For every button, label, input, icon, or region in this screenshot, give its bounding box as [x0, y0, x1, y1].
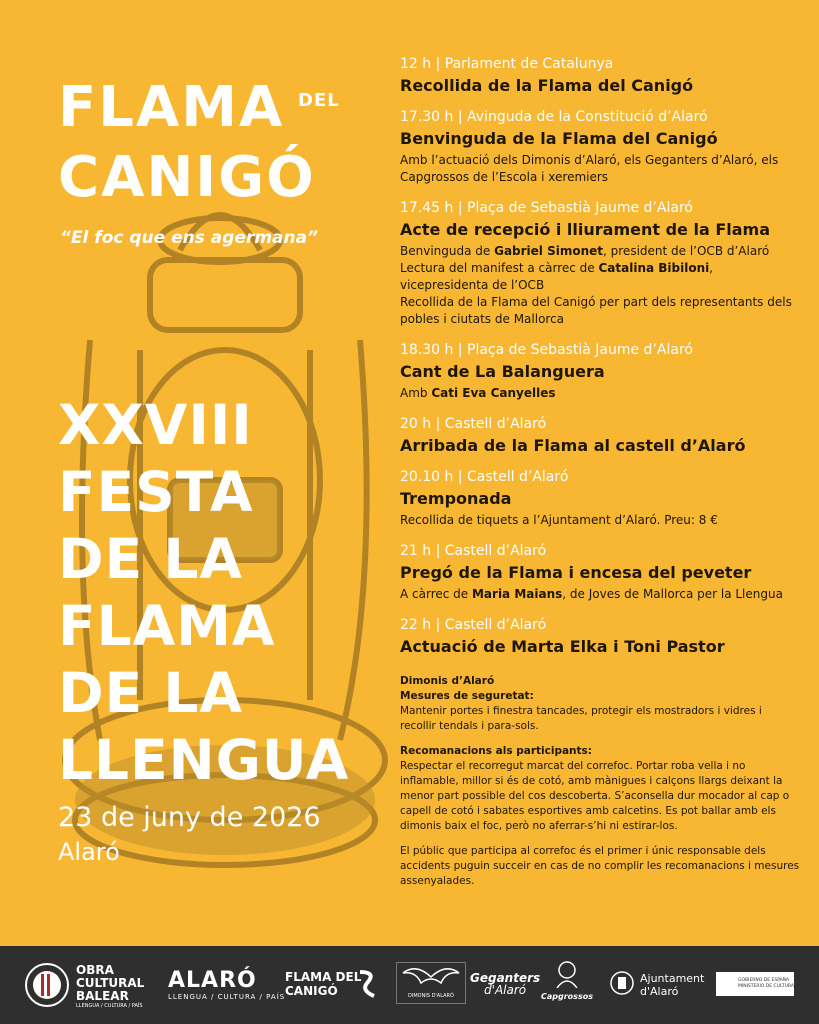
- festa-line: DE LA: [58, 661, 243, 725]
- program-title: Arribada de la Flama al castell d’Alaró: [400, 436, 746, 455]
- security-heading: Mesures de seguretat:: [400, 690, 534, 702]
- alaro-logo: ALARÓ LLENGUA / CULTURA / PAÍS: [168, 968, 286, 1001]
- dimonis-logo: DIMONIS D'ALARÓ: [396, 962, 466, 1004]
- program-item: [400, 200, 800, 328]
- advice-heading: Recomanacions als participants:: [400, 745, 593, 757]
- canigo-title: CANIGÓ: [58, 145, 316, 210]
- alaro-shield-icon: [610, 968, 634, 998]
- capgrossos-figure-icon: [552, 960, 582, 988]
- program-item: [400, 543, 800, 603]
- program: [400, 56, 800, 899]
- program-item: [400, 617, 800, 656]
- ocb-text: OBRA CULTURAL BALEAR LLENGUA / CULTURA / PAÍS: [76, 963, 145, 1009]
- program-item: [400, 342, 800, 402]
- program-description: Amb l’actuació dels Dimonis d’Alaró, els Geganters d’Alaró, els Capgrossos de l’Escola i xeremiers: [400, 153, 779, 184]
- safety-notes: [400, 674, 800, 889]
- event-place: Alaró: [58, 838, 120, 866]
- festa-line: XXVIII: [58, 393, 253, 457]
- program-title: Tremponada: [400, 489, 512, 508]
- ocb-logo: [24, 962, 70, 1012]
- festa-title: [58, 392, 349, 794]
- ajuntament-logo: Ajuntament d'Alaró: [640, 972, 705, 998]
- geganters-logo: Geganters d'Alaró: [470, 971, 541, 997]
- flama-title: FLAMA: [58, 75, 285, 140]
- program-description: Recollida de tiquets a l’Ajuntament d’Alaró. Preu: 8 €: [400, 513, 718, 527]
- program-time-place: 12 h | Parlament de Catalunya: [400, 56, 614, 72]
- del-word: DEL: [298, 90, 340, 111]
- ocb-seal-icon: [24, 962, 70, 1008]
- festa-line: FLAMA: [58, 594, 276, 658]
- capgrossos-logo: Capgrossos: [540, 960, 594, 1006]
- festa-line: DE LA: [58, 527, 243, 591]
- flama-canigo-logo: FLAMA DEL CANIGÓ: [285, 970, 362, 998]
- festa-line: FESTA: [58, 460, 254, 524]
- program-time-place: 18.30 h | Plaça de Sebastià Jaume d’Alaró: [400, 342, 693, 358]
- program-title: Actuació de Marta Elka i Toni Pastor: [400, 637, 725, 656]
- program-time-place: 22 h | Castell d’Alaró: [400, 617, 547, 633]
- program-title: Pregó de la Flama i encesa del peveter: [400, 563, 752, 582]
- program-item: [400, 416, 800, 455]
- program-item: [400, 109, 800, 186]
- bat-icon: [401, 963, 461, 989]
- sponsor-footer: [0, 946, 819, 1024]
- program-description: A càrrec de Maria Maians, de Joves de Mallorca per la Llengua: [400, 587, 783, 601]
- program-time-place: 20 h | Castell d’Alaró: [400, 416, 547, 432]
- program-time-place: 17.30 h | Avinguda de la Constitució d’Alaró: [400, 109, 708, 125]
- program-title: Recollida de la Flama del Canigó: [400, 76, 694, 95]
- program-time-place: 17.45 h | Plaça de Sebastià Jaume d’Alaró: [400, 200, 693, 216]
- gobierno-logo: GOBIERNO DE ESPAÑA MINISTERIO DE CULTURA: [716, 972, 794, 996]
- advice-text: Respectar el recorregut marcat del correfoc. Portar roba vella i no inflamable, millor si és de cotó, amb mànigues i calçons llargs deixant la menor part possible del cos descoberta. S’aconsella dur mocador al cap o capell de cotó i sabates esportives amb calcetins. Es pot ballar amb els dimonis baix el foc, però no aferrar-s’hi ni estirar-los.: [400, 760, 790, 832]
- festa-line: LLENGUA: [58, 728, 350, 792]
- program-title: Benvinguda de la Flama del Canigó: [400, 129, 718, 148]
- program-description: Amb Cati Eva Canyelles: [400, 386, 556, 400]
- program-title: Cant de La Balanguera: [400, 362, 605, 381]
- flame-icon: [356, 968, 378, 1000]
- program-time-place: 21 h | Castell d’Alaró: [400, 543, 547, 559]
- notes-organizer: Dimonis d’Alaró: [400, 675, 495, 687]
- program-description: Benvinguda de Gabriel Simonet, president de l’OCB d’Alaró Lectura del manifest a càrrec de Catalina Bibiloni, vicepresidenta de l’OCB Recollida de la Flama del Canigó per part dels representants dels pobles i ciutats de Mallorca: [400, 244, 792, 326]
- disclaimer-text: El públic que participa al correfoc és el primer i únic responsable dels accidents puguin succeir en cas de no complir les recomanacions i mesures assenyalades.: [400, 845, 800, 887]
- security-text: Mantenir portes i finestra tancades, protegir els mostradors i vidres i recollir tendals i para-sols.: [400, 705, 762, 732]
- motto: “El foc que ens agermana”: [60, 228, 319, 248]
- event-date: 23 de juny de 2026: [58, 802, 321, 833]
- program-time-place: 20.10 h | Castell d’Alaró: [400, 469, 569, 485]
- program-item: [400, 56, 800, 95]
- program-item: [400, 469, 800, 529]
- program-title: Acte de recepció i lliurament de la Flama: [400, 220, 770, 239]
